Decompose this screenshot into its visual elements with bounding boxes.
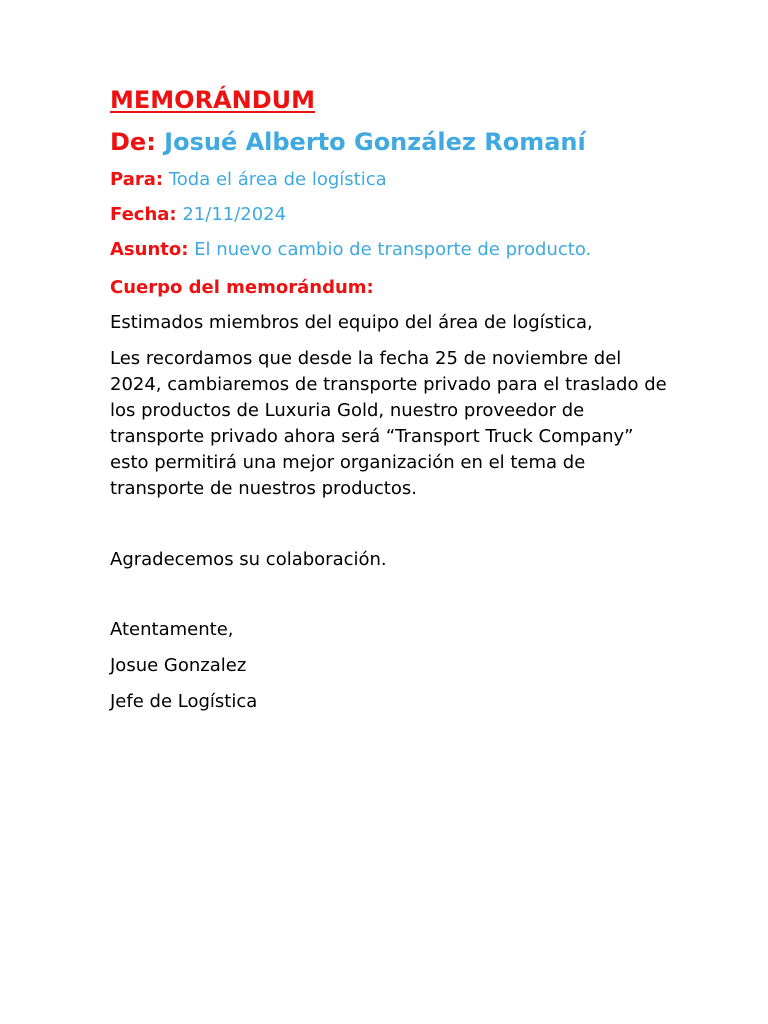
from-line xyxy=(110,126,670,158)
memo-title: MEMORÁNDUM xyxy=(110,86,315,114)
closing-line: Atentamente, xyxy=(110,619,234,640)
subject-line xyxy=(110,237,670,263)
to-line xyxy=(110,167,670,193)
to-label: Para: xyxy=(110,169,164,190)
greeting-paragraph: Estimados miembros del equipo del área de logística, xyxy=(110,312,593,333)
thanks-paragraph: Agradecemos su colaboración. xyxy=(110,549,387,570)
from-value: Josué Alberto González Romaní xyxy=(164,128,586,156)
subject-value: El nuevo cambio de transporte de producto. xyxy=(194,239,592,260)
body-heading: Cuerpo del memorándum: xyxy=(110,277,374,298)
subject-label: Asunto: xyxy=(110,239,189,260)
date-label: Fecha: xyxy=(110,204,177,225)
signer-name: Josue Gonzalez xyxy=(110,655,247,676)
date-line xyxy=(110,202,670,228)
signer-title: Jefe de Logística xyxy=(110,691,258,712)
to-value: Toda el área de logística xyxy=(168,169,387,190)
body-paragraph: Les recordamos que desde la fecha 25 de noviembre del 2024, cambiaremos de transporte privado para el traslado de los productos de Luxuria Gold, nuestro proveedor de transporte privado ahora será “Transport Truck Company” esto permitirá una mejor organización en el tema de transporte de nuestros productos. xyxy=(110,348,667,499)
memo-document xyxy=(110,84,670,715)
from-label: De: xyxy=(110,128,156,156)
date-value: 21/11/2024 xyxy=(182,204,287,225)
